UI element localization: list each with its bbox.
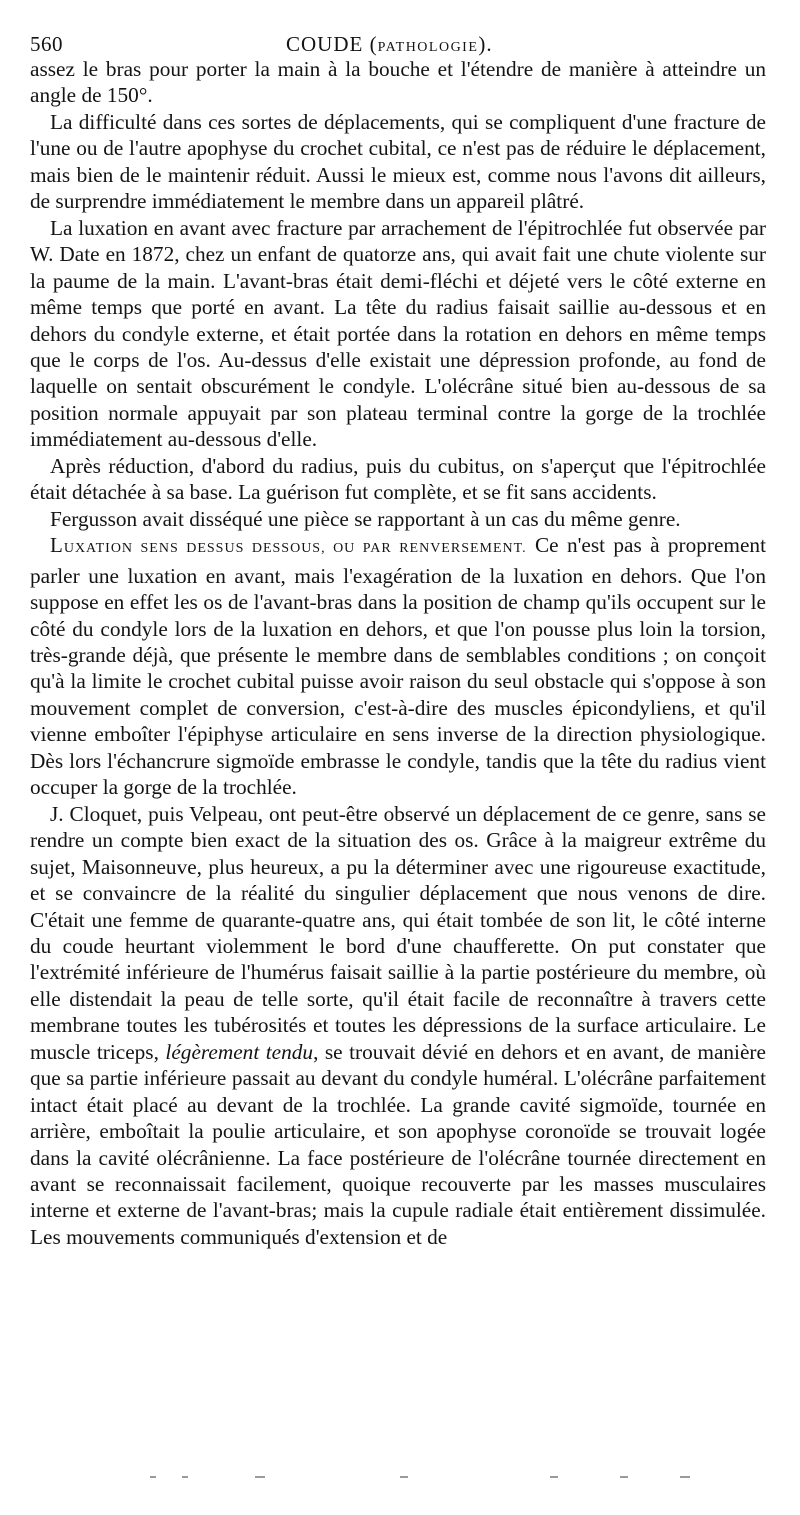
- book-page: [30, 24, 766, 1250]
- paragraph-renversement: [30, 532, 766, 801]
- scan-mark: [400, 1476, 408, 1478]
- cloquet-text-end: , se trouvait dévié en dehors et en avant, de manière que sa partie inférieure passait au devant du condyle huméral. L'olécrâne parfaitement intact était placé au devant de la trochlée. La grande cavité sigmoïde, tournée en arrière, emboîtait la poulie articulaire, et son apophyse coronoïde se trouvait logée dans la cavité olécrânienne. La face postérieure de l'olécrâne tournée directement en avant se reconnaissait facilement, quoique recouverte par les masses musculaires interne et externe de l'avant-bras; mais la cupule radiale était entièrement dissimulée. Les mouvements communiqués d'extension et de: [30, 1039, 766, 1249]
- running-title-section: PATHOLOGIE: [377, 40, 479, 55]
- running-title-main: COUDE (: [286, 32, 378, 56]
- italic-phrase: légèrement tendu: [165, 1039, 314, 1064]
- paragraph-continuation: assez le bras pour porter la main à la bouche et l'étendre de manière à atteindre un angle de 150°.: [30, 57, 766, 108]
- cloquet-text-start: J. Cloquet, puis Velpeau, ont peut-être observé un déplacement de ce genre, sans se rendre un compte bien exact de la situation des os. Grâce à la maigreur extrême du sujet, Maisonneuve, plus heureux, a pu la déterminer avec une rigoureuse exactitude, et se convaincre de la réalité du singulier déplacement que nous venons de dire. C'était une femme de quarante-quatre ans, qui était tombée de son lit, le côté interne du coude heurtant violemment le bord d'une chaufferette. On put constater que l'extrémité inférieure de l'humérus faisait saillie à la partie postérieure du membre, où elle distendait la peau de telle sorte, qu'il était facile de reconnaître à travers cette membrane toutes les tubérosités et toutes les dépressions de la surface articulaire. Le muscle triceps,: [30, 801, 766, 1064]
- page-number: 560: [30, 32, 63, 56]
- paragraph-cloquet: [30, 801, 766, 1251]
- section-heading: [50, 533, 527, 558]
- running-title-end: ).: [478, 32, 493, 56]
- paragraph-luxation-avant: La luxation en avant avec fracture par arrachement de l'épitrochlée fut observée par W. Date en 1872, chez un enfant de quatorze ans, qui avait fait une chute violente sur la paume de la main. L'avant-bras était demi-fléchi et déjeté vers le côté externe en même temps que porté en avant. La tête du radius faisait saillie au-dessous et en dehors du condyle externe, et était portée dans la rotation en dehors en même temps que le corps de l'os. Au-dessus d'elle existait une dépression profonde, au fond de laquelle on sentait obscurément le condyle. L'olécrâne situé bien au-dessous de sa position normale appuyait par son plateau terminal contre la gorge de la trochlée immédiatement au-dessous d'elle.: [30, 215, 766, 452]
- paragraph-difficulty: La difficulté dans ces sortes de déplacements, qui se compliquent d'une fracture de l'une ou de l'autre apophyse du crochet cubital, ce n'est pas de réduire le déplacement, mais bien de le maintenir réduit. Aussi le mieux est, comme nous l'avons dit ailleurs, de surprendre immédiatement le membre dans un appareil plâtré.: [30, 109, 766, 214]
- page-body: [30, 56, 766, 1250]
- bottom-scan-marks: [150, 1476, 710, 1480]
- scan-mark: [550, 1476, 558, 1478]
- running-title: [286, 32, 493, 57]
- section-heading-initial: L: [50, 533, 64, 558]
- scan-mark: [255, 1476, 265, 1478]
- paragraph-fergusson: Fergusson avait disséqué une pièce se rapportant à un cas du même genre.: [50, 506, 681, 531]
- scan-mark: [620, 1476, 628, 1478]
- paragraph-reduction: Après réduction, d'abord du radius, puis du cubitus, on s'aperçut que l'épitrochlée était détachée à sa base. La guérison fut complète, et se fit sans accidents.: [30, 453, 766, 505]
- section-text: Ce n'est pas à proprement parler une luxation en avant, mais l'exagération de la luxation en dehors. Que l'on suppose en effet les os de l'avant-bras dans la position de champ qu'ils occupent sur le côté du condyle lors de la luxation en dehors, et que l'on pousse plus loin la torsion, très-grande déjà, que présente le membre dans de semblables conditions ; on conçoit qu'à la limite le crochet cubital puisse avoir raison du seul obstacle qui s'oppose à son mouvement complet de conversion, c'est-à-dire des muscles épicondyliens, et qu'il vienne emboîter l'épiphyse articulaire en sens inverse de la direction physiologique. Dès lors l'échancrure sigmoïde embrasse le condyle, tandis que la tête du radius vient occuper la gorge de la trochlée.: [30, 533, 767, 800]
- scan-mark: [680, 1476, 690, 1478]
- scan-mark: [150, 1476, 156, 1478]
- page-header: [30, 24, 766, 56]
- section-heading-rest: UXATION SENS DESSUS DESSOUS, OU PAR RENVERSEMENT.: [63, 541, 527, 557]
- scan-mark: [182, 1476, 188, 1478]
